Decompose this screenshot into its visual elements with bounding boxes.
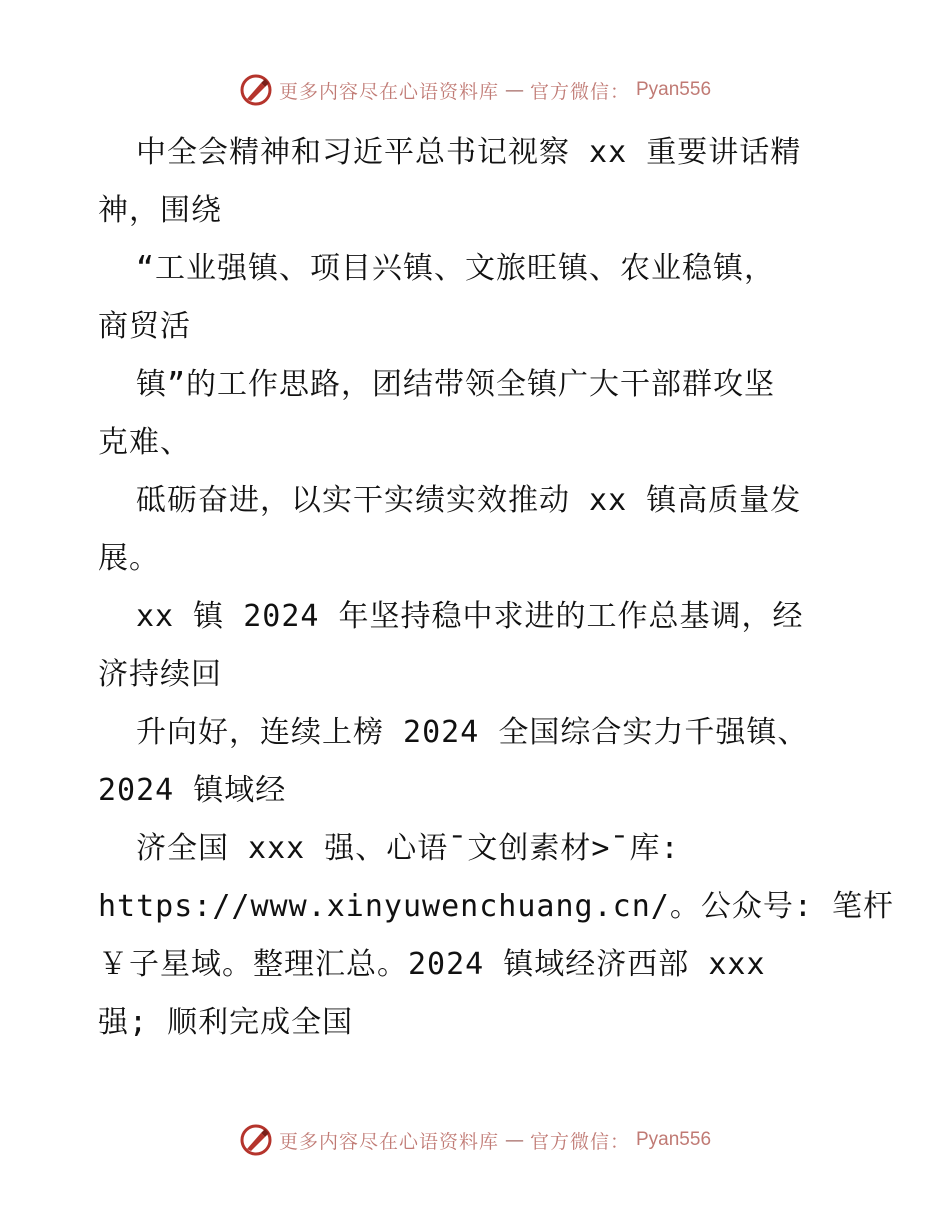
body-line: 克难、 xyxy=(98,425,191,460)
body-line: 神，围绕 xyxy=(98,193,222,228)
body-line: “工业强镇、项目兴镇、文旅旺镇、农业稳镇， xyxy=(136,251,776,286)
body-line: 展。 xyxy=(98,541,160,576)
body-line: 升向好，连续上榜 2024 全国综合实力千强镇、 xyxy=(136,715,809,750)
banner-separator: — xyxy=(504,1129,524,1151)
body-line: 济持续回 xyxy=(98,657,222,692)
document-body xyxy=(98,124,894,1052)
body-line: https://www.xinyuwenchuang.cn/。公众号: 笔杆 xyxy=(98,889,894,924)
body-line: 中全会精神和习近平总书记视察 xx 重要讲话精 xyxy=(136,135,802,170)
body-line: ￥子星域。整理汇总。2024 镇域经济西部 xxx xyxy=(98,947,766,982)
body-line: 济全国 xxx 强、心语¯文创素材>¯库: xyxy=(136,831,680,866)
pen-logo-icon xyxy=(239,1123,273,1157)
header-banner xyxy=(0,70,950,110)
banner-contact-id: Pyan556 xyxy=(636,79,712,100)
pen-logo-icon xyxy=(239,73,273,107)
body-line: 强; 顺利完成全国 xyxy=(98,1005,354,1040)
banner-contact-label: 官方微信： xyxy=(529,80,630,103)
footer-banner xyxy=(0,1120,950,1160)
banner-contact-label: 官方微信： xyxy=(529,1130,630,1153)
body-line: 2024 镇域经 xyxy=(98,773,287,808)
banner-text: 更多内容尽在心语资料库 xyxy=(278,80,499,103)
body-line: xx 镇 2024 年坚持稳中求进的工作总基调，经 xyxy=(136,599,804,634)
body-line: 砥砺奋进，以实干实绩实效推动 xx 镇高质量发 xyxy=(136,483,802,518)
banner-contact-id: Pyan556 xyxy=(636,1129,712,1150)
banner-text: 更多内容尽在心语资料库 xyxy=(278,1130,499,1153)
banner-separator: — xyxy=(504,79,524,101)
body-line: 商贸活 xyxy=(98,309,191,344)
body-line: 镇”的工作思路，团结带领全镇广大干部群攻坚 xyxy=(136,367,776,402)
